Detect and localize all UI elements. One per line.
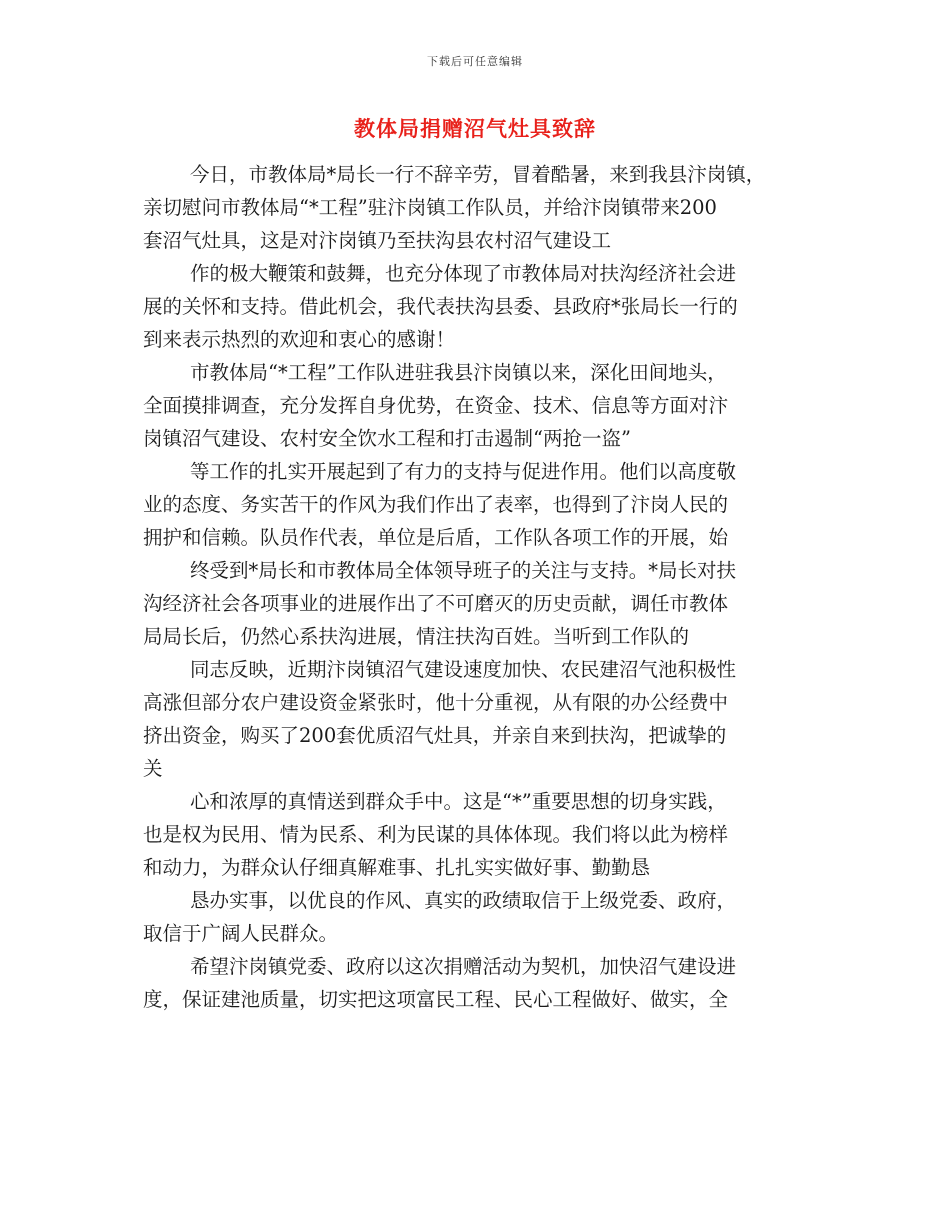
text-line: 业的态度、务实苦干的作风为我们作出了表率，也得到了汴岗人民的 [143,493,729,516]
text-line: 心和浓厚的真情送到群众手中。这是“*”重要思想的切身实践， [190,790,727,813]
text-line: 同志反映，近期汴岗镇沼气建设速度加快、农民建沼气池积极性 [190,658,737,681]
text-line: 也是权为民用、情为民系、利为民谋的具体体现。我们将以此为榜样 [143,823,729,846]
text-line: 度，保证建池质量，切实把这项富民工程、民心工程做好、做实，全 [143,988,729,1011]
text-line: 等工作的扎实开展起到了有力的支持与促进作用。他们以高度敬 [190,460,737,483]
document-title: 教体局捐赠沼气灶具致辞 [354,116,596,141]
text-line: 今日，市教体局*局长一行不辞辛劳，冒着酷暑，来到我县汴岗镇， [190,163,766,186]
text-line: 亲切慰问市教体局“*工程”驻汴岗镇工作队员，并给汴岗镇带来200 [143,196,717,219]
text-line: 套沼气灶具，这是对汴岗镇乃至扶沟县农村沼气建设工 [143,229,612,252]
text-line: 展的关怀和支持。借此机会，我代表扶沟县委、县政府*张局长一行的 [143,295,738,318]
text-line: 终受到*局长和市教体局全体领导班子的关注与支持。*局长对扶 [190,559,737,582]
document-body [143,158,833,1016]
text-line: 挤出资金，购买了200套优质沼气灶具，并亲自来到扶沟，把诚挚的 [143,724,727,747]
page-header: 下载后可任意编辑 [427,55,523,68]
text-line: 岗镇沼气建设、农村安全饮水工程和打击遏制“两抢一盗” [143,427,631,450]
text-line: 作的极大鞭策和鼓舞，也充分体现了市教体局对扶沟经济社会进 [190,262,737,285]
text-line: 取信于广阔人民群众。 [143,922,339,945]
text-line: 全面摸排调查，充分发挥自身优势，在资金、技术、信息等方面对汴 [143,394,729,417]
text-line: 恳办实事，以优良的作风、真实的政绩取信于上级党委、政府， [190,889,737,912]
text-line: 市教体局“*工程”工作队进驻我县汴岗镇以来，深化田间地头， [190,361,727,384]
text-line: 高涨但部分农户建设资金紧张时，他十分重视，从有限的办公经费中 [143,691,729,714]
text-line: 关 [143,757,163,780]
text-line: 到来表示热烈的欢迎和衷心的感谢！ [143,328,456,351]
text-line: 沟经济社会各项事业的进展作出了不可磨灭的历史贡献，调任市教体 [143,592,729,615]
text-line: 希望汴岗镇党委、政府以这次捐赠活动为契机，加快沼气建设进 [190,955,737,978]
text-line: 拥护和信赖。队员作代表，单位是后盾，工作队各项工作的开展，始 [143,526,729,549]
text-line: 和动力，为群众认仔细真解难事、扎扎实实做好事、勤勤恳 [143,856,651,879]
text-line: 局局长后，仍然心系扶沟进展，情注扶沟百姓。当听到工作队的 [143,625,690,648]
